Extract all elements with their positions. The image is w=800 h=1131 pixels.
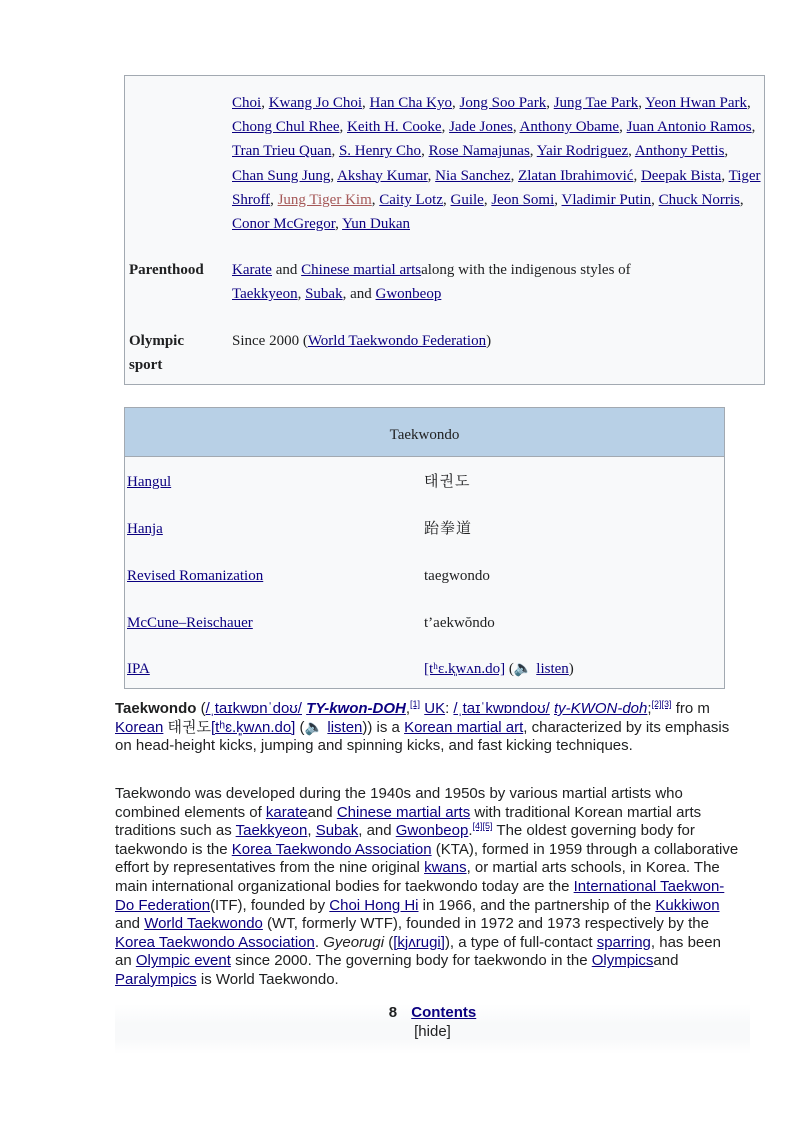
inline-link[interactable]: Zlatan Ibrahimović <box>518 167 634 184</box>
inline-link[interactable]: International Taekwon-Do Federation <box>115 877 725 914</box>
inline-text: , <box>510 167 519 184</box>
inline-link[interactable]: karate <box>265 803 308 821</box>
inline-text: , <box>421 143 429 160</box>
inline-link[interactable]: Yeon Hwan Park <box>645 95 747 111</box>
inline-text: , <box>554 191 562 208</box>
citation-ref[interactable]: [4][5] <box>472 821 493 832</box>
contents-hide-toggle[interactable]: [hide] <box>414 1023 451 1040</box>
inline-link[interactable]: /ˌtaɪˈkwɒndoʊ/ <box>453 700 550 717</box>
inline-link[interactable]: Subak <box>305 286 343 302</box>
inline-link[interactable]: listen <box>327 718 363 736</box>
inline-link[interactable]: World Taekwondo Federation <box>307 333 487 349</box>
row-hanja <box>127 517 722 541</box>
inline-text: , <box>638 95 646 111</box>
inline-link[interactable]: Kukkiwon <box>655 896 720 914</box>
inline-link[interactable]: World Taekwondo <box>144 915 263 933</box>
inline-link[interactable]: Gwonbeop <box>375 286 442 302</box>
inline-text: and <box>271 262 302 278</box>
inline-link[interactable]: Yun Dukan <box>342 216 410 233</box>
inline-text: and <box>307 803 337 821</box>
inline-text: is World Taekwondo. <box>196 970 339 988</box>
inline-text: , <box>628 143 635 160</box>
inline-text: The oldest governing body for taekwondo is the <box>115 822 695 858</box>
ipa-value: [tʰɛ.k͈wʌn.do] (🔈 listen) <box>424 661 574 677</box>
inline-link[interactable]: Taekkyeon <box>235 822 308 840</box>
inline-link[interactable]: Paralympics <box>115 970 197 988</box>
infobox-korean-name <box>124 407 725 689</box>
inline-link[interactable]: Anthony Obame <box>519 119 620 136</box>
olympic-label-line2: sport <box>129 357 163 373</box>
inline-text: along with the indigenous styles of <box>421 262 631 278</box>
inline-text: , <box>331 143 339 160</box>
inline-link[interactable]: /ˌtaɪkwɒnˈdoʊ/ <box>205 700 302 717</box>
inline-link[interactable]: Choi <box>232 95 262 111</box>
hangul-value: 태권도 <box>424 474 471 490</box>
inline-link[interactable]: Korea Taekwondo Association <box>115 933 315 951</box>
inline-link[interactable]: Chuck Norris <box>658 191 740 208</box>
inline-link[interactable]: Akshay Kumar <box>337 167 428 184</box>
inline-text: with traditional Korean martial arts traditions such as <box>115 803 702 840</box>
inline-text: , <box>721 167 729 184</box>
inline-link[interactable]: Anthony Pettis <box>634 143 725 160</box>
inline-text: , and <box>358 822 396 840</box>
inline-text: ) <box>486 333 492 349</box>
parenthood-label: Parenthood <box>129 262 204 278</box>
inline-text: , <box>751 119 756 136</box>
inline-link[interactable]: Choi Hong Hi <box>329 896 419 914</box>
inline-text: Taekwondo <box>115 700 197 717</box>
inline-link[interactable]: TY-kwon-DOH <box>306 700 406 717</box>
inline-link[interactable]: Korea Taekwondo Association <box>231 840 432 858</box>
inline-text: : <box>445 700 454 717</box>
inline-text: since 2000. The governing body for taekwondo in the <box>230 952 592 970</box>
inline-link[interactable]: Korean martial art <box>404 718 524 736</box>
inline-text: , <box>297 286 306 302</box>
row-revised-romanization <box>127 564 722 588</box>
inline-text: , <box>651 191 659 208</box>
mccune-reischauer-value: t’aekwŏndo <box>424 615 495 631</box>
inline-text: and <box>115 915 145 933</box>
inline-text: in 1966, and the partnership of the <box>418 896 656 914</box>
inline-link[interactable]: Nia Sanchez <box>435 167 511 184</box>
citation-ref[interactable]: [1] <box>410 699 421 709</box>
inline-link[interactable]: Jung Tiger Kim <box>277 191 372 208</box>
inline-text: , <box>546 95 554 111</box>
row-mccune-reischauer <box>127 611 722 635</box>
inline-link[interactable]: sparring <box>596 933 651 951</box>
inline-link[interactable]: Taekkyeon <box>232 286 298 302</box>
revised-romanization-value: taegwondo <box>424 568 490 584</box>
inline-text: ( <box>196 700 206 717</box>
inline-text: , <box>512 119 520 136</box>
inline-link[interactable]: Jeon Somi <box>491 191 555 208</box>
inline-text: , <box>330 167 338 184</box>
inline-text: , <box>307 822 316 840</box>
inline-text: , <box>529 143 537 160</box>
inline-link[interactable]: S. Henry Cho <box>338 143 422 160</box>
ipa-transcription-link[interactable]: [tʰɛ.k͈wʌn.do] <box>424 661 506 677</box>
inline-text: ), a type of full-contact <box>444 933 597 951</box>
inline-text: , has been an <box>115 933 721 970</box>
olympic-sport-label <box>129 329 184 377</box>
inline-link[interactable]: Chong Chul Rhee <box>232 119 340 136</box>
inline-link[interactable]: Subak <box>315 822 359 840</box>
citation-ref[interactable]: [2][3] <box>651 699 672 709</box>
inline-text: , <box>335 216 343 233</box>
hangul-link[interactable]: Hangul <box>127 474 172 490</box>
inline-link[interactable]: Conor McGregor <box>232 216 336 233</box>
inline-text: , <box>405 700 411 717</box>
inline-text: , or martial arts schools, in Korea. The main international organizational bodies for taekwondo today are the <box>115 859 720 895</box>
inline-text: fro m <box>671 700 710 717</box>
hanja-value: 跆拳道 <box>424 521 473 537</box>
practitioners-list <box>232 91 762 236</box>
inline-text: (🔈 <box>295 718 328 736</box>
inline-link[interactable]: [kjʌrugi] <box>393 933 445 951</box>
inline-text: and <box>653 952 679 970</box>
inline-text: , <box>739 191 744 208</box>
inline-text: (WT, formerly WTF), founded in 1972 and 1973 respectively by the <box>262 915 709 933</box>
inline-text: , <box>633 167 641 184</box>
listen-link[interactable]: listen <box>536 661 569 677</box>
inline-link[interactable]: [tʰɛ.k͈wʌn.do] <box>211 718 296 736</box>
parenthood-value <box>232 258 652 306</box>
history-paragraph <box>115 785 740 990</box>
inline-text: (ITF), founded by <box>210 896 330 914</box>
inline-text: , <box>452 95 460 111</box>
contents-number: 8 <box>388 1004 398 1021</box>
inline-text: , <box>619 119 627 136</box>
inline-text: (KTA), formed in 1959 through a collaborative effort by representatives from the nine original <box>115 840 739 877</box>
inline-link[interactable]: Jade Jones <box>449 119 513 136</box>
lead-paragraph <box>115 700 740 756</box>
inline-link[interactable]: Olympic event <box>135 952 231 970</box>
inline-text: )) is a <box>362 718 405 736</box>
inline-text: , <box>427 167 436 184</box>
inline-link[interactable]: Gwonbeop <box>395 822 469 840</box>
inline-text: , and <box>342 286 376 302</box>
inline-text: . <box>314 933 324 951</box>
inline-text: , characterized by its emphasis on head-height kicks, jumping and spinning kicks, and fast kicking techniques. <box>115 718 730 755</box>
inline-text: , <box>483 191 492 208</box>
inline-link[interactable]: Olympics <box>591 952 654 970</box>
inline-text: ( <box>384 933 394 951</box>
olympic-sport-value <box>232 329 752 353</box>
inline-link[interactable]: Jong Soo Park <box>459 95 547 111</box>
inline-link[interactable]: Chinese martial arts <box>301 262 422 278</box>
inline-link[interactable]: kwans <box>424 859 467 877</box>
olympic-label-line1: Olympic <box>129 333 184 349</box>
inline-text: , <box>362 95 370 111</box>
mccune-reischauer-link[interactable]: McCune–Reischauer <box>127 615 253 631</box>
inline-text: . <box>468 822 473 840</box>
inline-text: , <box>724 143 729 160</box>
inline-text: , <box>339 119 347 136</box>
speaker-icon[interactable]: 🔈 <box>513 661 533 677</box>
revised-romanization-link[interactable]: Revised Romanization <box>127 568 264 584</box>
inline-text: 태권도 <box>163 718 212 736</box>
hanja-link[interactable]: Hanja <box>127 521 163 537</box>
inline-text: , <box>746 95 751 111</box>
inline-link[interactable]: Karate <box>232 262 272 278</box>
inline-link[interactable]: Chan Sung Jung <box>232 167 331 184</box>
inline-text: , <box>261 95 269 111</box>
infobox-top <box>124 75 765 385</box>
inline-link[interactable]: ty-KWON-doh <box>554 700 648 717</box>
inline-text: Since 2000 ( <box>232 333 308 349</box>
row-hangul <box>127 470 722 494</box>
inline-text: Gyeorugi <box>323 933 385 951</box>
inline-text: , <box>441 119 450 136</box>
inline-link[interactable]: Han Cha Kyo <box>369 95 453 111</box>
row-ipa <box>127 657 722 681</box>
inline-link[interactable]: UK <box>424 700 446 717</box>
inline-link[interactable]: Guile <box>450 191 484 208</box>
inline-text: Taekwondo was developed during the 1940s and 1950s by various martial artists who combined elements of <box>115 785 683 821</box>
inline-text: , <box>270 191 278 208</box>
contents-title[interactable]: Contents <box>411 1004 477 1021</box>
inline-link[interactable]: Yair Rodriguez <box>536 143 629 160</box>
inline-text: , <box>443 191 451 208</box>
inline-link[interactable]: Tran Trieu Quan <box>232 143 332 160</box>
inline-link[interactable]: Chinese martial arts <box>336 803 471 821</box>
inline-link[interactable]: Juan Antonio Ramos <box>626 119 752 136</box>
inline-link[interactable]: Rose Namajunas <box>428 143 530 160</box>
inline-link[interactable]: Kwang Jo Choi <box>268 95 363 111</box>
inline-link[interactable]: Deepak Bista <box>640 167 722 184</box>
inline-link[interactable]: Jung Tae Park <box>553 95 639 111</box>
infobox-title: Taekwondo <box>125 408 724 457</box>
inline-link[interactable]: Vladimir Putin <box>561 191 652 208</box>
inline-text: , <box>371 191 380 208</box>
inline-link[interactable]: Caity Lotz <box>379 191 444 208</box>
inline-link[interactable]: Keith H. Cooke <box>347 119 442 136</box>
inline-link[interactable]: Korean <box>115 718 164 736</box>
inline-link[interactable]: Tiger Shroff <box>232 167 761 208</box>
ipa-link[interactable]: IPA <box>127 661 150 677</box>
inline-text: ; <box>647 700 652 717</box>
contents-box <box>115 1004 750 1054</box>
